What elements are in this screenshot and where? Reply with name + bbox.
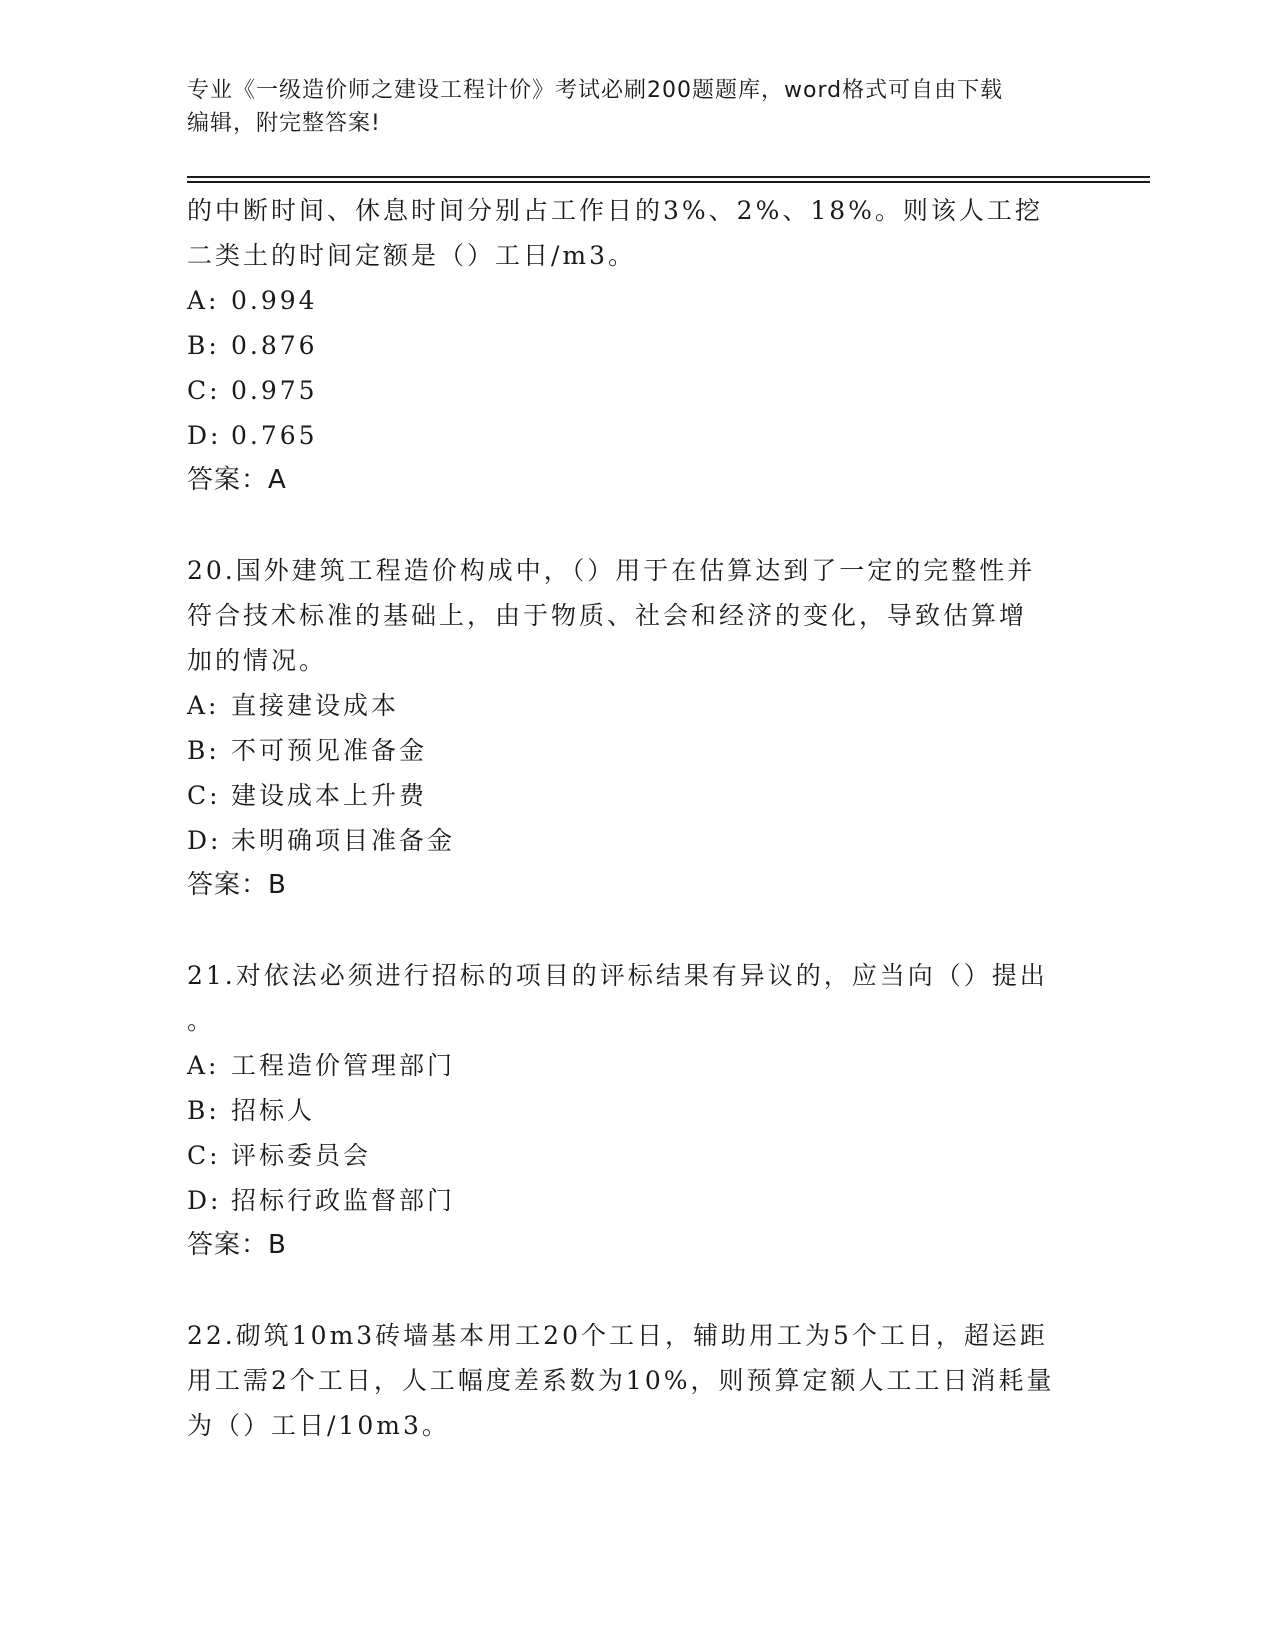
- option-text: 评标委员会: [231, 1141, 372, 1170]
- question-stem-line: 。: [187, 1006, 216, 1035]
- option-c: [187, 773, 1077, 818]
- option-label: D:: [187, 1186, 222, 1215]
- option-a: [187, 1043, 1077, 1088]
- option-label: A:: [187, 691, 220, 720]
- question-stem-line: 加的情况。: [187, 646, 328, 675]
- option-text: 不可预见准备金: [231, 736, 428, 765]
- option-b: [187, 728, 1077, 773]
- answer-line: 答案：A: [187, 465, 287, 495]
- option-text: 0.994: [231, 286, 318, 315]
- question-list: [187, 188, 1077, 1448]
- question-stem-line: 用工需2个工日，人工幅度差系数为10%，则预算定额人工工日消耗量: [187, 1366, 1055, 1395]
- question-stem-line: 为（）工日/10m3。: [187, 1411, 450, 1440]
- option-label: A:: [187, 1051, 220, 1080]
- option-text: 建设成本上升费: [231, 781, 428, 810]
- option-text: 0.975: [231, 376, 318, 405]
- option-label: C:: [187, 376, 221, 405]
- option-label: C:: [187, 1141, 221, 1170]
- question-stem-line: 22.砌筑10m3砖墙基本用工20个工日，辅助用工为5个工日，超运距: [187, 1321, 1048, 1350]
- header-line-2: 编辑，附完整答案!: [187, 111, 381, 136]
- header-rule-bottom: [187, 181, 1150, 183]
- question-19-tail: [187, 188, 1077, 503]
- option-d: [187, 413, 1077, 458]
- option-d: [187, 818, 1077, 863]
- option-text: 0.876: [231, 331, 318, 360]
- header-line-1: 专业《一级造价师之建设工程计价》考试必刷200题题库，word格式可自由下载: [187, 78, 1004, 103]
- question-stem-line: 符合技术标准的基础上，由于物质、社会和经济的变化，导致估算增: [187, 601, 1028, 630]
- option-label: D:: [187, 421, 222, 450]
- option-text: 招标行政监督部门: [231, 1186, 456, 1215]
- option-text: 直接建设成本: [231, 691, 400, 720]
- option-text: 未明确项目准备金: [231, 826, 456, 855]
- spacer: [187, 1268, 1077, 1313]
- question-stem-line: 21.对依法必须进行招标的项目的评标结果有异议的，应当向（）提出: [187, 961, 1048, 990]
- header-rule-top: [187, 176, 1150, 178]
- question-21: [187, 953, 1077, 1268]
- option-d: [187, 1178, 1077, 1223]
- option-b: [187, 1088, 1077, 1133]
- option-label: C:: [187, 781, 221, 810]
- question-stem-line: 的中断时间、休息时间分别占工作日的3%、2%、18%。则该人工挖: [187, 196, 1043, 225]
- spacer: [187, 503, 1077, 548]
- question-stem-line: 二类土的时间定额是（）工日/m3。: [187, 241, 637, 270]
- option-label: B:: [187, 1096, 220, 1125]
- spacer: [187, 908, 1077, 953]
- option-label: B:: [187, 331, 220, 360]
- option-c: [187, 368, 1077, 413]
- question-stem-line: 20.国外建筑工程造价构成中，（）用于在估算达到了一定的完整性并: [187, 556, 1036, 585]
- option-b: [187, 323, 1077, 368]
- answer-line: 答案：B: [187, 870, 287, 900]
- answer-line: 答案：B: [187, 1230, 287, 1260]
- option-c: [187, 1133, 1077, 1178]
- document-header: [187, 74, 1087, 140]
- option-text: 0.765: [231, 421, 318, 450]
- option-text: 招标人: [231, 1096, 316, 1125]
- question-20: [187, 548, 1077, 908]
- question-22: [187, 1313, 1077, 1448]
- option-label: B:: [187, 736, 220, 765]
- option-label: A:: [187, 286, 220, 315]
- option-text: 工程造价管理部门: [231, 1051, 456, 1080]
- option-a: [187, 683, 1077, 728]
- option-a: [187, 278, 1077, 323]
- option-label: D:: [187, 826, 222, 855]
